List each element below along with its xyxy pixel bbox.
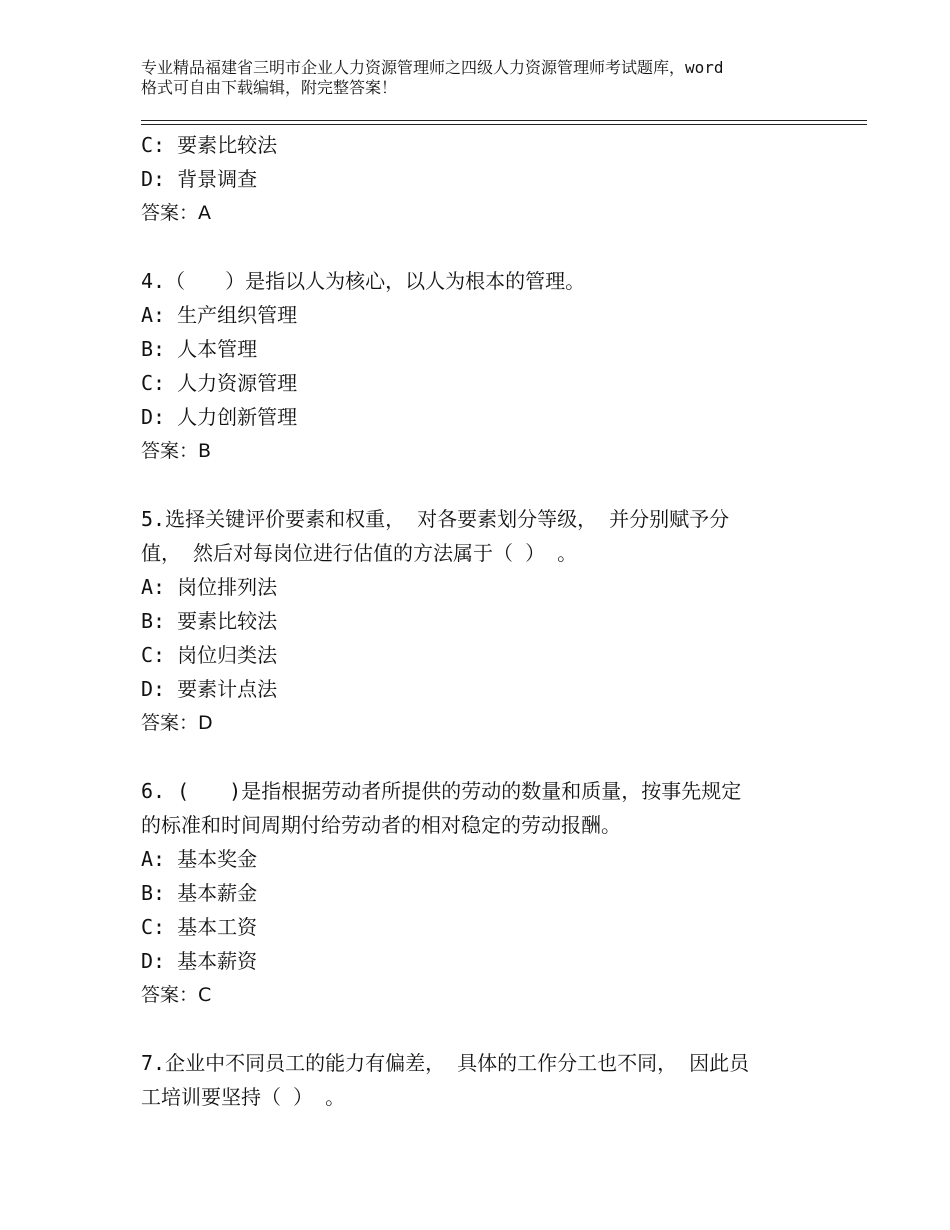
- option-c: C: 要素比较法: [141, 133, 278, 157]
- header-divider-top: [141, 120, 867, 121]
- question-stem-line-2: 工培训要坚持（ ） 。: [141, 1085, 346, 1109]
- answer-label: 答案：C: [141, 984, 212, 1006]
- option-d: D: 要素计点法: [141, 677, 278, 701]
- option-a: A: 岗位排列法: [141, 575, 278, 599]
- option-c: C: 基本工资: [141, 915, 258, 939]
- page-header: [141, 58, 841, 98]
- question-5: [141, 502, 841, 740]
- question-3-continued: [141, 128, 841, 230]
- answer-label: 答案：B: [141, 440, 212, 462]
- question-stem-line-1: 7.企业中不同员工的能力有偏差， 具体的工作分工也不同， 因此员: [141, 1051, 750, 1075]
- option-a: A: 基本奖金: [141, 847, 258, 871]
- question-stem-line-2: 的标准和时间周期付给劳动者的相对稳定的劳动报酬。: [141, 813, 621, 837]
- option-c: C: 岗位归类法: [141, 643, 278, 667]
- question-stem: 4.（ ）是指以人为核心，以人为根本的管理。: [141, 269, 586, 293]
- option-b: B: 要素比较法: [141, 609, 278, 633]
- question-stem-line-1: 6. ( )是指根据劳动者所提供的劳动的数量和质量，按事先规定: [141, 779, 742, 803]
- option-b: B: 人本管理: [141, 337, 258, 361]
- header-divider-bottom: [141, 124, 867, 125]
- option-d: D: 背景调查: [141, 167, 258, 191]
- spacer: [141, 740, 841, 774]
- option-a: A: 生产组织管理: [141, 303, 298, 327]
- option-b: B: 基本薪金: [141, 881, 258, 905]
- spacer: [141, 1012, 841, 1046]
- option-d: D: 人力创新管理: [141, 405, 298, 429]
- question-4: [141, 264, 841, 468]
- question-7: [141, 1046, 841, 1114]
- option-d: D: 基本薪资: [141, 949, 258, 973]
- question-list: [141, 128, 841, 1114]
- header-title-line-1: 专业精品福建省三明市企业人力资源管理师之四级人力资源管理师考试题库，word: [141, 58, 724, 77]
- answer-label: 答案：A: [141, 202, 211, 224]
- question-stem-line-2: 值， 然后对每岗位进行估值的方法属于（ ） 。: [141, 541, 578, 565]
- option-c: C: 人力资源管理: [141, 371, 298, 395]
- spacer: [141, 468, 841, 502]
- answer-label: 答案：D: [141, 712, 213, 734]
- header-title-line-2: 格式可自由下载编辑，附完整答案！: [141, 78, 398, 97]
- question-6: [141, 774, 841, 1012]
- spacer: [141, 230, 841, 264]
- question-stem-line-1: 5.选择关键评价要素和权重， 对各要素划分等级， 并分别赋予分: [141, 507, 730, 531]
